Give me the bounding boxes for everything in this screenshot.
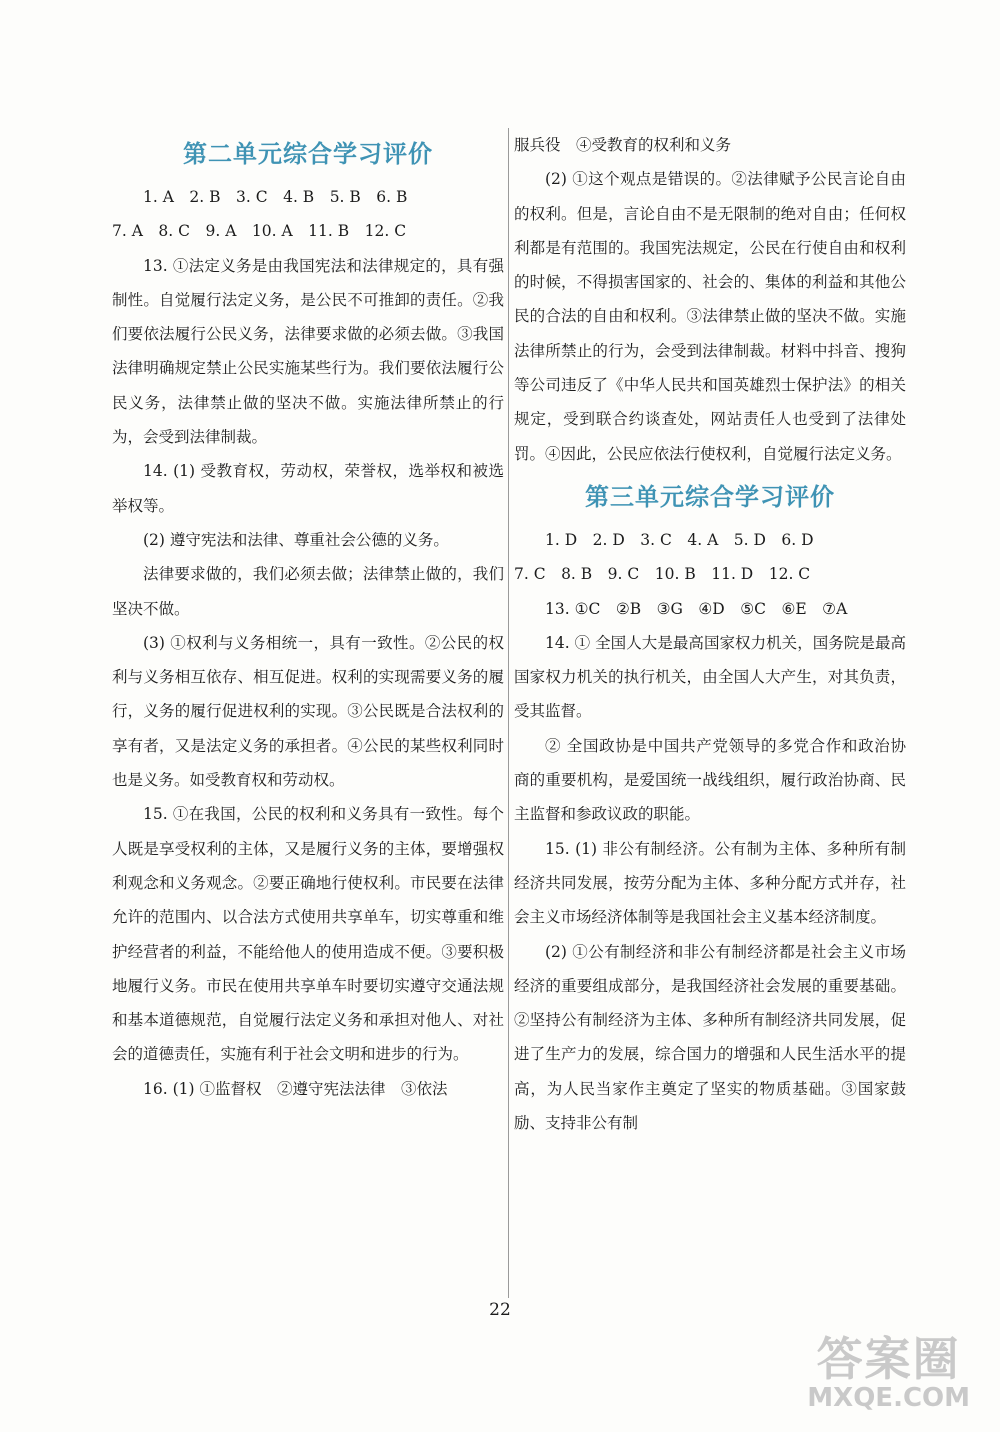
answer-14-2: (2) 遵守宪法和法律、尊重社会公德的义务。 bbox=[143, 530, 449, 549]
answer-14-1: 14. ① 全国人大是最高国家权力机关，国务院是最高国家权力机关的执行机关，由全国人大产生，对其负责，受其监督。 bbox=[514, 633, 906, 721]
answer-line-7-12: 7. C 8. B 9. C 10. B 11. D 12. C bbox=[514, 565, 811, 584]
answer-14-2: ② 全国政协是中国共产党领导的多党合作和政治协商的重要机构，是爱国统一战线组织，履行政治协商、民主监督和参政议政的职能。 bbox=[514, 736, 906, 824]
answer-line-1-6: 1. D 2. D 3. C 4. A 5. D 6. D bbox=[545, 530, 814, 549]
answer-line-1-6: 1. A 2. B 3. C 4. B 5. B 6. B bbox=[143, 188, 408, 206]
answer-15-2: (2) ①公有制经济和非公有制经济都是社会主义市场经济的重要组成部分，是我国经济社会发展的重要基础。②坚持公有制经济为主体、多种所有制经济共同发展，促进了生产力的发展，综合国力的增强和人民生活水平的提高，为人民当家作主奠定了坚实的物质基础。③国家鼓励、支持非公有制 bbox=[514, 942, 906, 1133]
answer-16-1-cont: 服兵役 ④受教育的权利和义务 bbox=[514, 136, 732, 154]
watermark bbox=[807, 1334, 970, 1412]
column-divider bbox=[508, 128, 509, 1298]
answer-13: 13. ①法定义务是由我国宪法和法律规定的，具有强制性。自觉履行法定义务，是公民不可推卸的责任。②我们要依法履行公民义务，法律要求做的必须去做。③我国法律明确规定禁止公民实施某些行为。我们要依法履行公民义务，法律禁止做的坚决不做。实施法律所禁止的行为，会受到法律制裁。 bbox=[112, 256, 504, 447]
page-number: 22 bbox=[489, 1300, 511, 1320]
watermark-logo: 答案圈 bbox=[816, 1332, 961, 1386]
answer-13: 13. ①C ②B ③G ④D ⑤C ⑥E ⑦A bbox=[545, 599, 848, 618]
answer-14-3: (3) ①权利与义务相统一，具有一致性。②公民的权利与义务相互依存、相互促进。权利的实现需要义务的履行，义务的履行促进权利的实现。③公民既是合法权利的享有者，又是法定义务的承担者。④公民的某些权利同时也是义务。如受教育权和劳动权。 bbox=[112, 633, 504, 790]
answer-15: 15. ①在我国，公民的权利和义务具有一致性。每个人既是享受权利的主体，又是履行义务的主体，要增强权利观念和义务观念。②要正确地行使权利。市民要在法律允许的范围内、以合法方式使用共享单车，切实尊重和维护经营者的利益，不能给他人的使用造成不便。③要积极地履行义务。市民在使用共享单车时要切实遵守交通法规和基本道德规范，自觉履行法定义务和承担对他人、对社会的道德责任，实施有利于社会文明和进步的行为。 bbox=[112, 805, 504, 1064]
left-column bbox=[112, 128, 504, 1106]
watermark-url: MXQE.COM bbox=[807, 1383, 970, 1413]
unit-2-heading: 第二单元综合学习评价 bbox=[183, 140, 433, 168]
answer-14-1: 14. (1) 受教育权，劳动权，荣誉权，选举权和被选举权等。 bbox=[112, 462, 504, 515]
answer-16-1: 16. (1) ①监督权 ②遵守宪法法律 ③依法 bbox=[143, 1079, 448, 1098]
right-column bbox=[514, 128, 906, 1140]
answer-14-2-cont: 法律要求做的，我们必须去做；法律禁止做的，我们坚决不做。 bbox=[112, 565, 504, 618]
unit-3-heading: 第三单元综合学习评价 bbox=[585, 482, 835, 511]
answer-line-7-12: 7. A 8. C 9. A 10. A 11. B 12. C bbox=[112, 222, 407, 241]
answer-15-1: 15. (1) 非公有制经济。公有制为主体、多种所有制经济共同发展，按劳分配为主体、多种分配方式并存，社会主义市场经济体制等是我国社会主义基本经济制度。 bbox=[514, 839, 906, 927]
answer-16-2: (2) ①这个观点是错误的。②法律赋予公民言论自由的权利。但是，言论自由不是无限制的绝对自由；任何权利都是有范围的。我国宪法规定，公民在行使自由和权利的时候，不得损害国家的、社会的、集体的利益和其他公民的合法的自由和权利。③法律禁止做的坚决不做。实施法律所禁止的行为，会受到法律制裁。材料中抖音、搜狗等公司违反了《中华人民共和国英雄烈士保护法》的相关规定，受到联合约谈查处，网站责任人也受到了法律处罚。④因此，公民应依法行使权利，自觉履行法定义务。 bbox=[514, 170, 906, 463]
